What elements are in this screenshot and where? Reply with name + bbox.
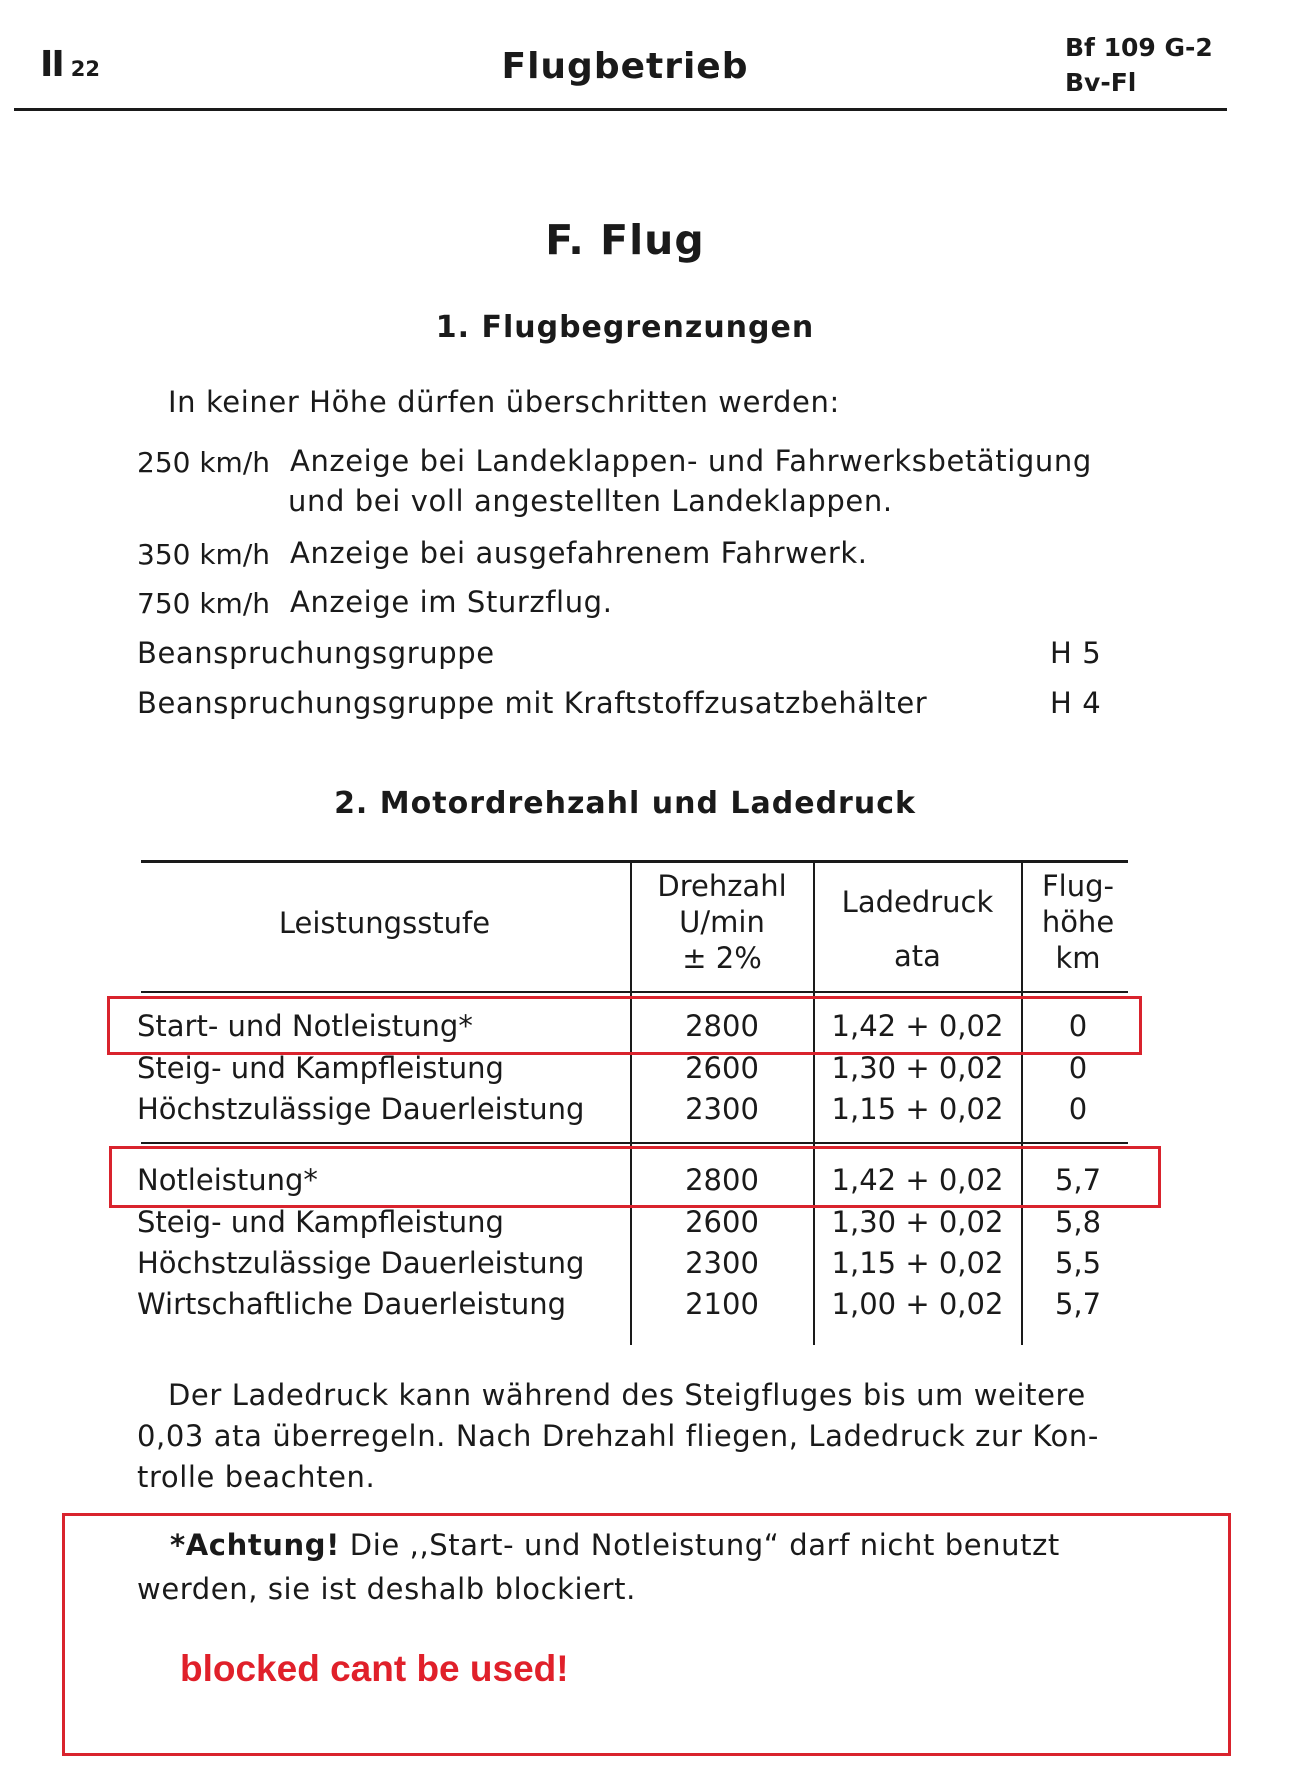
section1-title: 1. Flugbegrenzungen bbox=[435, 310, 815, 345]
cell-hoehe: 5,7 bbox=[1054, 1287, 1102, 1321]
col-header-line: ata bbox=[894, 939, 941, 973]
note-line: 0,03 ata überregeln. Nach Drehzahl fliegen, Ladedruck zur Kon- bbox=[137, 1419, 1099, 1453]
cell-rpm: 2100 bbox=[685, 1287, 759, 1321]
cell-stufe: Notleistung* bbox=[137, 1163, 318, 1197]
cell-stufe: Wirtschaftliche Dauerleistung bbox=[137, 1287, 567, 1321]
cell-ladedruck: 1,30 + 0,02 bbox=[831, 1205, 1004, 1239]
highlight-box bbox=[109, 1146, 1161, 1208]
page-header-title: Flugbetrieb bbox=[501, 46, 749, 87]
col-header-line: ± 2% bbox=[682, 941, 762, 975]
stress-group-value: H 4 bbox=[1050, 686, 1102, 720]
warning-line-1 bbox=[170, 1528, 1060, 1562]
model-designation bbox=[1065, 30, 1213, 100]
table-group-rule bbox=[141, 1142, 1128, 1144]
section2-title: 2. Motordrehzahl und Ladedruck bbox=[334, 786, 916, 821]
cell-hoehe: 0 bbox=[1068, 1051, 1088, 1085]
stress-group-value: H 5 bbox=[1050, 636, 1102, 670]
limit-value: 750 km/h bbox=[137, 587, 271, 620]
cell-ladedruck: 1,42 + 0,02 bbox=[831, 1163, 1004, 1197]
limit-text-cont: und bei voll angestellten Landeklappen. bbox=[288, 484, 893, 518]
cell-ladedruck: 1,00 + 0,02 bbox=[831, 1287, 1004, 1321]
cell-rpm: 2300 bbox=[685, 1246, 759, 1280]
cell-rpm: 2600 bbox=[685, 1205, 759, 1239]
highlight-box bbox=[107, 996, 1142, 1055]
cell-rpm: 2300 bbox=[685, 1092, 759, 1126]
col-header-line: U/min bbox=[679, 905, 765, 939]
header-rule bbox=[14, 108, 1227, 111]
col-header-line: höhe bbox=[1041, 905, 1115, 939]
cell-rpm: 2800 bbox=[685, 1163, 759, 1197]
note-line: Der Ladedruck kann während des Steigfluges bis um weitere bbox=[168, 1378, 1086, 1412]
col-header-flughoehe bbox=[1023, 868, 1133, 976]
warning-line-2: werden, sie ist deshalb blockiert. bbox=[137, 1572, 636, 1606]
cell-stufe: Steig- und Kampfleistung bbox=[137, 1051, 504, 1085]
model-line-2: Bv-Fl bbox=[1065, 68, 1137, 97]
limit-value: 250 km/h bbox=[137, 446, 271, 479]
col-header-line: km bbox=[1055, 941, 1101, 975]
table-header-rule bbox=[141, 991, 1128, 993]
cell-hoehe: 0 bbox=[1068, 1009, 1088, 1043]
note-line: trolle beachten. bbox=[137, 1460, 376, 1494]
col-header-line: Flug- bbox=[1042, 869, 1114, 903]
table-top-rule bbox=[141, 860, 1128, 863]
section-roman: II bbox=[40, 44, 63, 85]
cell-rpm: 2600 bbox=[685, 1051, 759, 1085]
cell-hoehe: 5,8 bbox=[1054, 1205, 1102, 1239]
col-header-line: Ladedruck bbox=[841, 885, 994, 919]
cell-stufe: Steig- und Kampfleistung bbox=[137, 1205, 504, 1239]
page-num: 22 bbox=[70, 57, 101, 81]
chapter-title: F. Flug bbox=[545, 216, 705, 264]
col-header-ladedruck bbox=[815, 884, 1020, 974]
cell-ladedruck: 1,30 + 0,02 bbox=[831, 1051, 1004, 1085]
model-line-1: Bf 109 G-2 bbox=[1065, 33, 1213, 62]
cell-hoehe: 5,7 bbox=[1054, 1163, 1102, 1197]
annotation-blocked: blocked cant be used! bbox=[180, 1648, 569, 1689]
cell-stufe: Höchstzulässige Dauerleistung bbox=[137, 1246, 585, 1280]
col-header-drehzahl bbox=[632, 868, 812, 976]
col-header-line: Drehzahl bbox=[657, 869, 787, 903]
cell-stufe: Start- und Notleistung* bbox=[137, 1009, 473, 1043]
warning-prefix: *Achtung! bbox=[170, 1528, 340, 1562]
stress-group-label: Beanspruchungsgruppe mit Kraftstoffzusatzbehälter bbox=[137, 686, 928, 720]
limit-text: Anzeige bei Landeklappen- und Fahrwerksbetätigung bbox=[290, 444, 1092, 478]
limit-value: 350 km/h bbox=[137, 538, 271, 571]
section1-intro: In keiner Höhe dürfen überschritten werden: bbox=[168, 385, 840, 419]
cell-ladedruck: 1,15 + 0,02 bbox=[831, 1092, 1004, 1126]
col-header-leistungsstufe: Leistungsstufe bbox=[278, 906, 491, 940]
cell-rpm: 2800 bbox=[685, 1009, 759, 1043]
warning-text: Die ,,Start- und Notleistung“ darf nicht benutzt bbox=[339, 1528, 1060, 1562]
cell-hoehe: 0 bbox=[1068, 1092, 1088, 1126]
cell-ladedruck: 1,42 + 0,02 bbox=[831, 1009, 1004, 1043]
cell-stufe: Höchstzulässige Dauerleistung bbox=[137, 1092, 585, 1126]
limit-text: Anzeige im Sturzflug. bbox=[290, 585, 613, 619]
cell-ladedruck: 1,15 + 0,02 bbox=[831, 1246, 1004, 1280]
limit-text: Anzeige bei ausgefahrenem Fahrwerk. bbox=[290, 536, 868, 570]
stress-group-label: Beanspruchungsgruppe bbox=[137, 636, 495, 670]
cell-hoehe: 5,5 bbox=[1054, 1246, 1102, 1280]
